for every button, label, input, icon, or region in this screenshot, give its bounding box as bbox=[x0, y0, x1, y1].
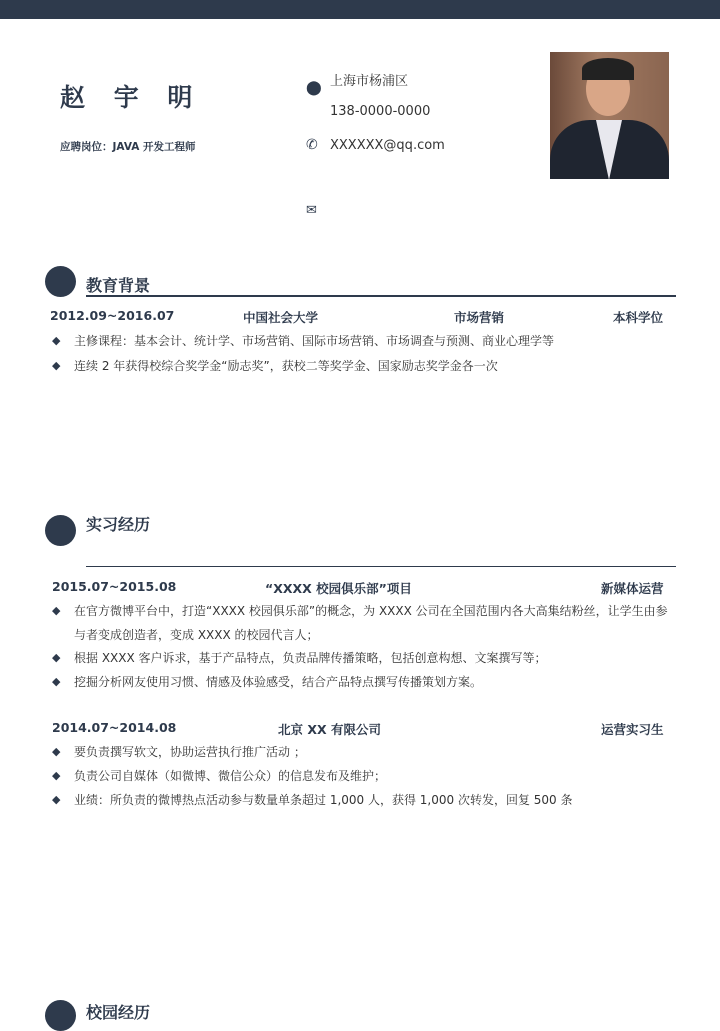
list-item: ◆ 主修课程：基本会计、统计学、市场营销、国际市场营销、市场调查与预测、商业心理学等 bbox=[52, 329, 677, 353]
candidate-name: 赵 宇 明 bbox=[60, 83, 203, 112]
job-org: “XXXX 校园俱乐部”项目 bbox=[265, 581, 412, 596]
section-title-education: 教育背景 bbox=[86, 276, 151, 295]
section-title-internship: 实习经历 bbox=[86, 515, 151, 534]
target-icon bbox=[45, 515, 76, 546]
target-icon bbox=[45, 1000, 76, 1031]
job-role: 运营实习生 bbox=[601, 722, 664, 737]
list-item: ◆ 连续 2 年获得校综合奖学金“励志奖”，获校二等奖学金、国家励志奖学金各一次 bbox=[52, 354, 677, 378]
section-title-campus: 校园经历 bbox=[86, 1003, 151, 1022]
list-item: ◆ 在官方微博平台中，打造“XXXX 校园俱乐部”的概念，为 XXXX 公司在全国范围内各大高集结粉丝，让学生由参与者变成创造者，变成 XXXX 的校园代言人； bbox=[52, 599, 677, 647]
email: XXXXXX@qq.com bbox=[330, 138, 445, 153]
top-bar bbox=[0, 0, 720, 19]
edu-degree: 本科学位 bbox=[613, 310, 664, 325]
edu-school: 中国社会大学 bbox=[243, 310, 319, 325]
list-item: ◆ 要负责撰写软文，协助运营执行推广活动 ； bbox=[52, 740, 677, 764]
job-target: 应聘岗位：JAVA 开发工程师 bbox=[60, 141, 196, 153]
job-date: 2015.07~2015.08 bbox=[52, 579, 177, 594]
list-item: ◆ 根据 XXXX 客户诉求，基于产品特点，负责品牌传播策略，包括创意构想、文案撰写等； bbox=[52, 646, 677, 670]
list-item: ◆ 业绩：所负责的微博热点活动参与数量单条超过 1,000 人，获得 1,000 次转发，回复 500 条 bbox=[52, 788, 677, 812]
edu-date: 2012.09~2016.07 bbox=[50, 308, 175, 323]
divider bbox=[86, 566, 676, 567]
list-item: ◆ 负责公司自媒体（如微博、微信公众）的信息发布及维护； bbox=[52, 764, 677, 788]
target-icon bbox=[45, 266, 76, 297]
mail-icon: ✉ bbox=[306, 203, 317, 218]
location-icon: ⬤ bbox=[306, 80, 322, 96]
address: 上海市杨浦区 bbox=[330, 74, 409, 89]
phone: 138-0000-0000 bbox=[330, 104, 431, 119]
job-role: 新媒体运营 bbox=[601, 581, 664, 596]
profile-photo bbox=[550, 52, 669, 179]
phone-icon: ✆ bbox=[306, 137, 318, 153]
job-date: 2014.07~2014.08 bbox=[52, 720, 177, 735]
list-item: ◆ 挖掘分析网友使用习惯、情感及体验感受，结合产品特点撰写传播策划方案。 bbox=[52, 670, 677, 694]
edu-major: 市场营销 bbox=[454, 310, 505, 325]
job-org: 北京 XX 有限公司 bbox=[278, 722, 381, 737]
divider bbox=[86, 295, 676, 297]
